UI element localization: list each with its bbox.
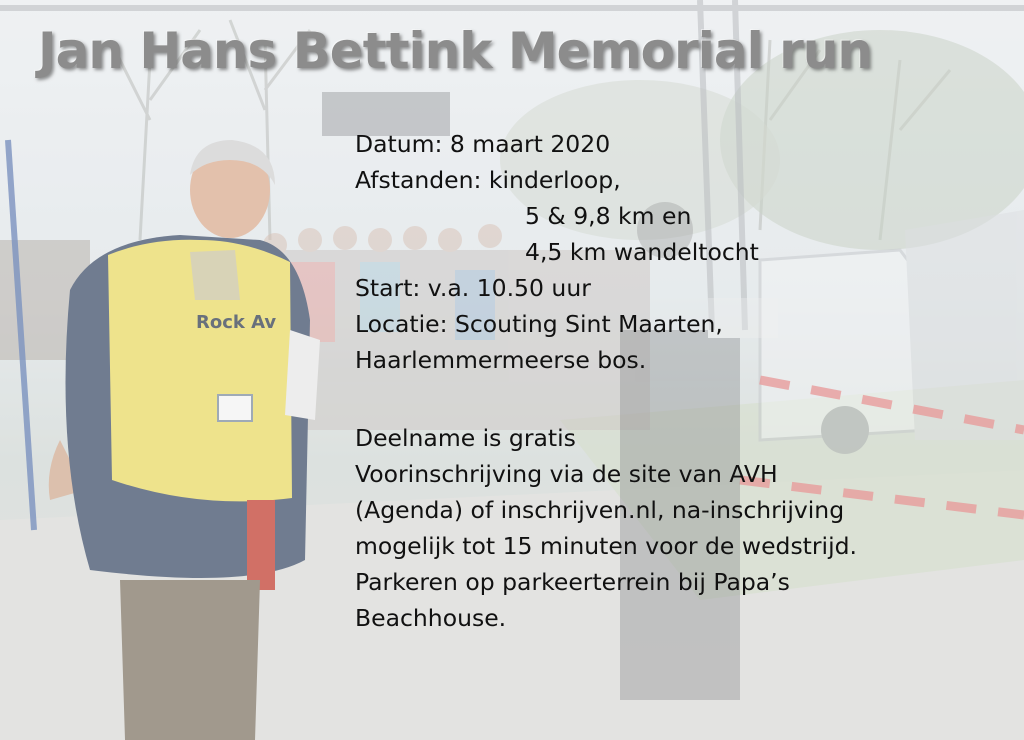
spacer <box>355 378 1015 420</box>
location-line: Haarlemmermeerse bos. <box>355 346 647 374</box>
info-line: Parkeren op parkeerterrein bij Papa’s <box>355 568 790 596</box>
distances-line: 4,5 km wandeltocht <box>525 238 759 266</box>
start-time-line: Start: v.a. 10.50 uur <box>355 274 591 302</box>
info-line: Voorinschrijving via de site van AVH <box>355 460 778 488</box>
event-details <box>355 126 1015 636</box>
info-line: mogelijk tot 15 minuten voor de wedstrijd. <box>355 532 858 560</box>
date-line: Datum: 8 maart 2020 <box>355 130 611 158</box>
info-line: (Agenda) of inschrijven.nl, na-inschrijving <box>355 496 845 524</box>
vest-lettering: Rock Av <box>196 312 277 333</box>
poster-title: Jan Hans Bettink Memorial run <box>38 22 872 80</box>
distances-line: Afstanden: kinderloop, <box>355 166 621 194</box>
info-line: Deelname is gratis <box>355 424 576 452</box>
info-line: Beachhouse. <box>355 604 507 632</box>
distances-line: 5 & 9,8 km en <box>525 202 692 230</box>
location-line: Locatie: Scouting Sint Maarten, <box>355 310 723 338</box>
